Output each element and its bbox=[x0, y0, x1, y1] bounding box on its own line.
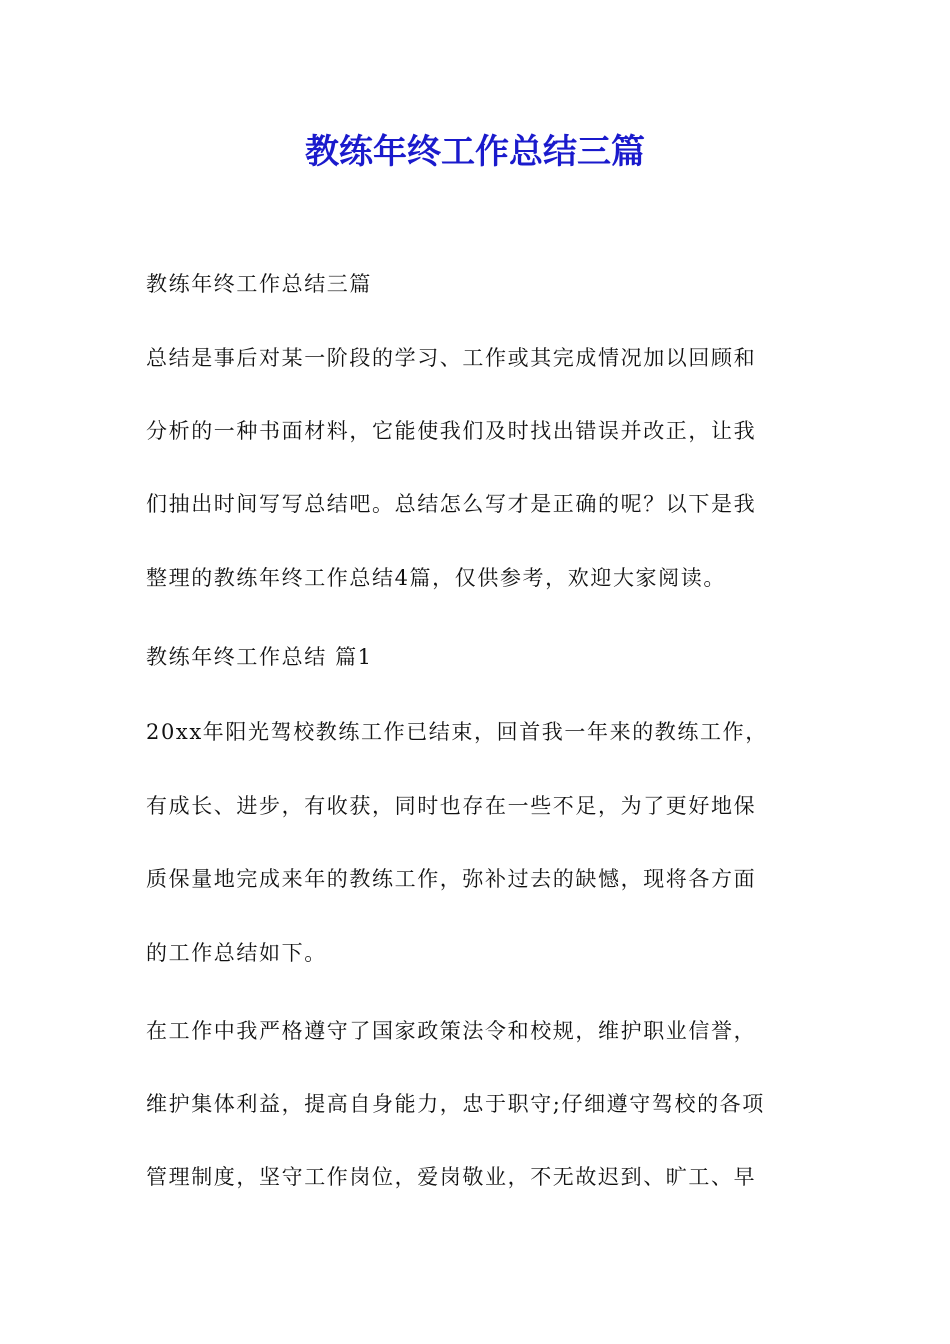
paragraph-line: 质保量地完成来年的教练工作，弥补过去的缺憾，现将各方面 bbox=[146, 867, 757, 891]
document-title: 教练年终工作总结三篇 bbox=[305, 132, 645, 172]
paragraph-line: 20xx年阳光驾校教练工作已结束，回首我一年来的教练工作， bbox=[146, 720, 768, 744]
paragraph-line: 的工作总结如下。 bbox=[146, 941, 327, 965]
paragraph-line: 整理的教练年终工作总结4篇，仅供参考，欢迎大家阅读。 bbox=[146, 566, 726, 590]
paragraph-line: 在工作中我严格遵守了国家政策法令和校规，维护职业信誉， bbox=[146, 1019, 757, 1043]
paragraph-line: 管理制度，坚守工作岗位，爱岗敬业，不无故迟到、旷工、早 bbox=[146, 1165, 757, 1189]
paragraph-line: 有成长、进步，有收获，同时也存在一些不足，为了更好地保 bbox=[146, 794, 757, 818]
section-heading: 教练年终工作总结 篇1 bbox=[146, 645, 373, 669]
paragraph-line: 们抽出时间写写总结吧。总结怎么写才是正确的呢？以下是我 bbox=[146, 492, 757, 516]
paragraph-line: 分析的一种书面材料，它能使我们及时找出错误并改正，让我 bbox=[146, 419, 757, 443]
paragraph-line: 总结是事后对某一阶段的学习、工作或其完成情况加以回顾和 bbox=[146, 346, 757, 370]
paragraph-line: 维护集体利益，提高自身能力，忠于职守;仔细遵守驾校的各项 bbox=[146, 1092, 765, 1116]
subtitle-line: 教练年终工作总结三篇 bbox=[146, 272, 372, 296]
